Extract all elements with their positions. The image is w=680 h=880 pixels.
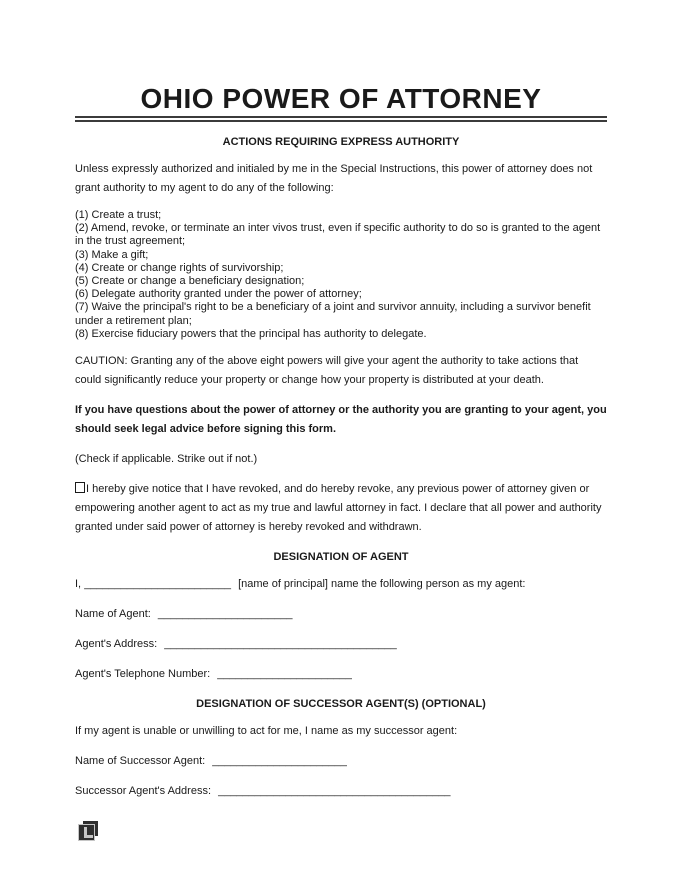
legaltemplates-logo — [78, 821, 98, 841]
revocation-text: I hereby give notice that I have revoked, and do hereby revoke, any previous power of attorney given or empowering another agent to act as my true and lawful attorney in fact. I declare that all power and authority granted under said power of attorney is hereby revoked and withdrawn. — [75, 483, 602, 534]
logo-letter-l-icon — [84, 827, 93, 838]
revocation-checkbox[interactable] — [75, 482, 85, 493]
agent-phone-label: Agent's Telephone Number: — [75, 668, 211, 681]
power-item: (6) Delegate authority granted under the power of attorney; — [75, 288, 362, 301]
agent-address-blank[interactable]: ______________________________________ — [164, 638, 397, 651]
agent-name-label: Name of Agent: — [75, 608, 151, 621]
power-item: (8) Exercise fiduciary powers that the principal has authority to delegate. — [75, 327, 427, 340]
title-divider — [75, 116, 607, 122]
power-item: (4) Create or change rights of survivorship; — [75, 261, 284, 274]
principal-suffix: [name of principal] name the following person as my agent: — [238, 578, 526, 591]
intro-paragraph: Unless expressly authorized and initialed by me in the Special Instructions, this power of attorney does not grant authority to my agent to do any of the following: — [75, 163, 593, 194]
revocation-paragraph — [75, 480, 607, 537]
page-title: OHIO POWER OF ATTORNEY — [140, 83, 542, 114]
power-item: (7) Waive the principal's right to be a beneficiary of a joint and survivor annuity, including a survivor benefit under a retirement plan; — [75, 301, 591, 327]
principal-line — [75, 575, 607, 594]
agent-phone-blank[interactable]: ______________________ — [217, 668, 352, 681]
power-item: (2) Amend, revoke, or terminate an inter vivos trust, even if specific authority to do so is granted to the agent in the trust agreement; — [75, 222, 601, 248]
agent-address-field — [75, 635, 607, 654]
legal-advice-paragraph: If you have questions about the power of attorney or the authority you are granting to your agent, you should seek legal advice before signing this form. — [75, 404, 607, 436]
powers-list — [75, 209, 607, 341]
power-item: (5) Create or change a beneficiary designation; — [75, 275, 305, 288]
successor-name-field — [75, 752, 607, 771]
agent-phone-field — [75, 665, 607, 684]
logo-front-square — [78, 824, 95, 841]
caution-paragraph: CAUTION: Granting any of the above eight powers will give your agent the authority to take actions that could significantly reduce your property or change how your property is distributed at your death. — [75, 355, 579, 387]
power-item: (1) Create a trust; — [75, 209, 162, 221]
successor-address-field — [75, 782, 607, 801]
successor-name-label: Name of Successor Agent: — [75, 755, 206, 768]
successor-intro: If my agent is unable or unwilling to act for me, I name as my successor agent: — [75, 725, 458, 738]
check-note: (Check if applicable. Strike out if not.) — [75, 453, 258, 466]
principal-name-blank[interactable]: ________________________ — [84, 578, 232, 591]
principal-prefix: I, — [75, 578, 82, 591]
agent-name-blank[interactable]: ______________________ — [157, 608, 293, 621]
power-item: (3) Make a gift; — [75, 248, 149, 261]
agent-name-field — [75, 605, 607, 624]
successor-agent-name-blank[interactable]: ______________________ — [212, 755, 347, 768]
agent-address-label: Agent's Address: — [75, 638, 158, 651]
section-heading-designation-of-agent: DESIGNATION OF AGENT — [273, 551, 409, 564]
successor-address-label: Successor Agent's Address: — [75, 785, 212, 798]
section-heading-successor-agent: DESIGNATION OF SUCCESSOR AGENT(S) (OPTIONAL) — [196, 698, 486, 711]
successor-agent-address-blank[interactable]: ______________________________________ — [218, 785, 451, 798]
section-heading-express-authority: ACTIONS REQUIRING EXPRESS AUTHORITY — [222, 136, 460, 148]
